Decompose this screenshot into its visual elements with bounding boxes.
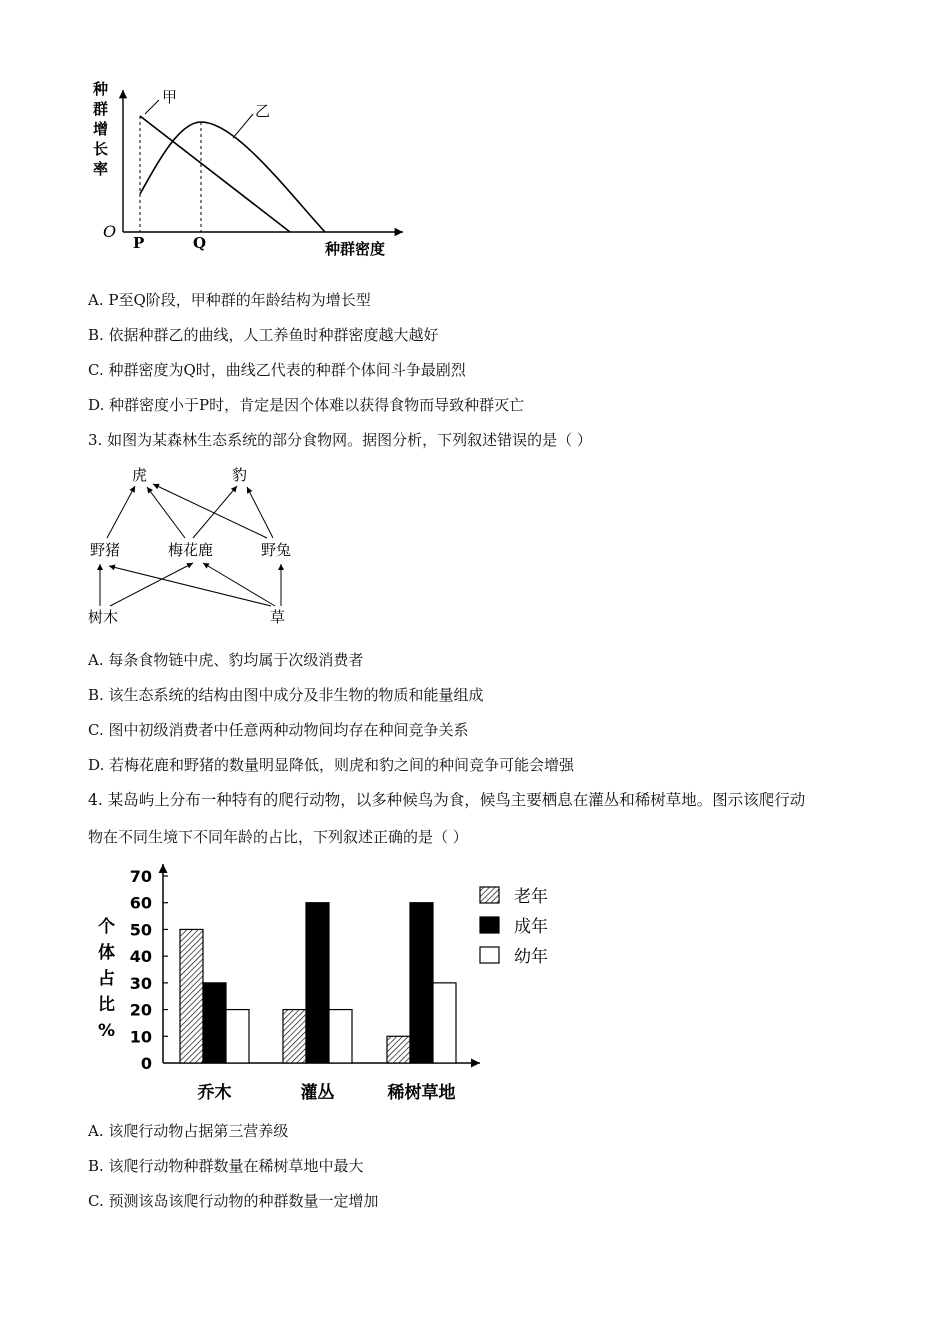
arrow-grass-deer — [203, 563, 275, 606]
arrow-boar-tiger — [107, 486, 135, 538]
q2-option-b: B. 依据种群乙的曲线，人工养鱼时种群密度越大越好 — [88, 326, 439, 344]
x-category-label: 乔木 — [197, 1083, 232, 1103]
q4-stem-line1: 4. 某岛屿上分布一种特有的爬行动物，以多种候鸟为食，候鸟主要栖息在灌丛和稀树草地。图示该爬行动 — [88, 791, 806, 809]
node-leopard: 豹 — [232, 466, 248, 484]
q-label: Q — [193, 234, 207, 252]
arrow-grass-boar — [109, 566, 271, 606]
node-hare: 野兔 — [261, 541, 292, 559]
legend-label: 成年 — [514, 917, 548, 937]
y-tick-label: 10 — [129, 1027, 152, 1047]
bar-老年-稀树草地 — [387, 1036, 410, 1063]
bar-老年-灌丛 — [283, 1010, 306, 1063]
node-tiger: 虎 — [132, 466, 148, 484]
q4-stem-line2: 物在不同生境下不同年龄的占比，下列叙述正确的是（ ） — [88, 828, 468, 846]
curve-jia-leader — [145, 100, 159, 114]
svg-text:种: 种 — [93, 80, 109, 98]
y-tick-label: 60 — [129, 893, 152, 913]
legend-label: 老年 — [514, 887, 548, 907]
y-label-char: 个 — [98, 917, 115, 937]
node-deer: 梅花鹿 — [168, 541, 214, 559]
y-label-char: % — [98, 1021, 116, 1041]
x-category-labels — [197, 1082, 456, 1103]
origin-label: O — [103, 222, 117, 241]
y-tick-label: 50 — [129, 920, 152, 940]
svg-text:率: 率 — [93, 160, 109, 178]
arrow-deer-leopard — [193, 486, 237, 538]
arrow-deer-tiger — [147, 487, 185, 538]
q2-option-d: D. 种群密度小于P时，肯定是因个体难以获得食物而导致种群灭亡 — [88, 396, 525, 414]
curve-yi-label: 乙 — [255, 102, 271, 120]
q2-option-c: C. 种群密度为Q时，曲线乙代表的种群个体间斗争最剧烈 — [88, 361, 466, 379]
legend-label: 幼年 — [514, 947, 548, 967]
legend-swatch — [480, 917, 499, 933]
bar-幼年-灌丛 — [329, 1010, 352, 1063]
y-tick-label: 30 — [129, 973, 152, 993]
svg-text:增: 增 — [93, 120, 109, 138]
q3-option-a: A. 每条食物链中虎、豹均属于次级消费者 — [88, 651, 364, 669]
legend-swatch — [480, 887, 499, 903]
bar-幼年-乔木 — [226, 1010, 249, 1063]
legend — [480, 886, 548, 967]
y-label-char: 比 — [98, 995, 115, 1015]
q3-option-d: D. 若梅花鹿和野猪的数量明显降低，则虎和豹之间的种间竞争可能会增强 — [88, 756, 575, 774]
q4-option-a: A. 该爬行动物占据第三营养级 — [88, 1122, 289, 1140]
q2-option-a: A. P至Q阶段，甲种群的年龄结构为增长型 — [88, 291, 371, 309]
bar-成年-乔木 — [203, 983, 226, 1063]
curve-yi-leader — [233, 114, 253, 138]
curve-yi — [140, 122, 325, 232]
q3-option-c: C. 图中初级消费者中任意两种动物间均存在种间竞争关系 — [88, 721, 469, 739]
node-grass: 草 — [270, 608, 286, 626]
x-axis-label: 种群密度 — [325, 240, 386, 258]
svg-text:群: 群 — [93, 100, 109, 118]
x-category-label: 灌丛 — [300, 1083, 335, 1103]
y-tick-label: 0 — [140, 1054, 152, 1073]
y-tick-label: 20 — [129, 1000, 152, 1020]
node-boar: 野猪 — [90, 541, 121, 559]
bar-成年-稀树草地 — [410, 903, 433, 1063]
node-tree: 树木 — [88, 608, 119, 626]
bar-成年-灌丛 — [306, 903, 329, 1063]
food-web-figure — [85, 460, 315, 632]
y-label-char: 体 — [98, 943, 115, 963]
q4-option-b: B. 该爬行动物种群数量在稀树草地中最大 — [88, 1157, 364, 1175]
curve-jia-label: 甲 — [162, 88, 178, 106]
y-axis-label — [92, 80, 108, 178]
y-tick-label: 40 — [129, 947, 152, 967]
bar-幼年-稀树草地 — [433, 983, 456, 1063]
growth-rate-figure — [85, 78, 415, 263]
curve-jia — [140, 116, 290, 232]
y-label-char: 占 — [98, 969, 115, 989]
q3-option-b: B. 该生态系统的结构由图中成分及非生物的物质和能量组成 — [88, 686, 484, 704]
legend-swatch — [480, 947, 499, 963]
y-tick-label: 70 — [129, 867, 152, 886]
svg-text:长: 长 — [93, 140, 109, 158]
age-structure-bar-chart — [90, 862, 570, 1110]
p-label: P — [133, 234, 145, 252]
y-axis-label — [98, 916, 115, 1041]
q3-stem: 3. 如图为某森林生态系统的部分食物网。据图分析，下列叙述错误的是（ ） — [88, 431, 592, 449]
q4-option-c: C. 预测该岛该爬行动物的种群数量一定增加 — [88, 1192, 379, 1210]
x-category-label: 稀树草地 — [387, 1083, 456, 1103]
bar-老年-乔木 — [180, 929, 203, 1063]
